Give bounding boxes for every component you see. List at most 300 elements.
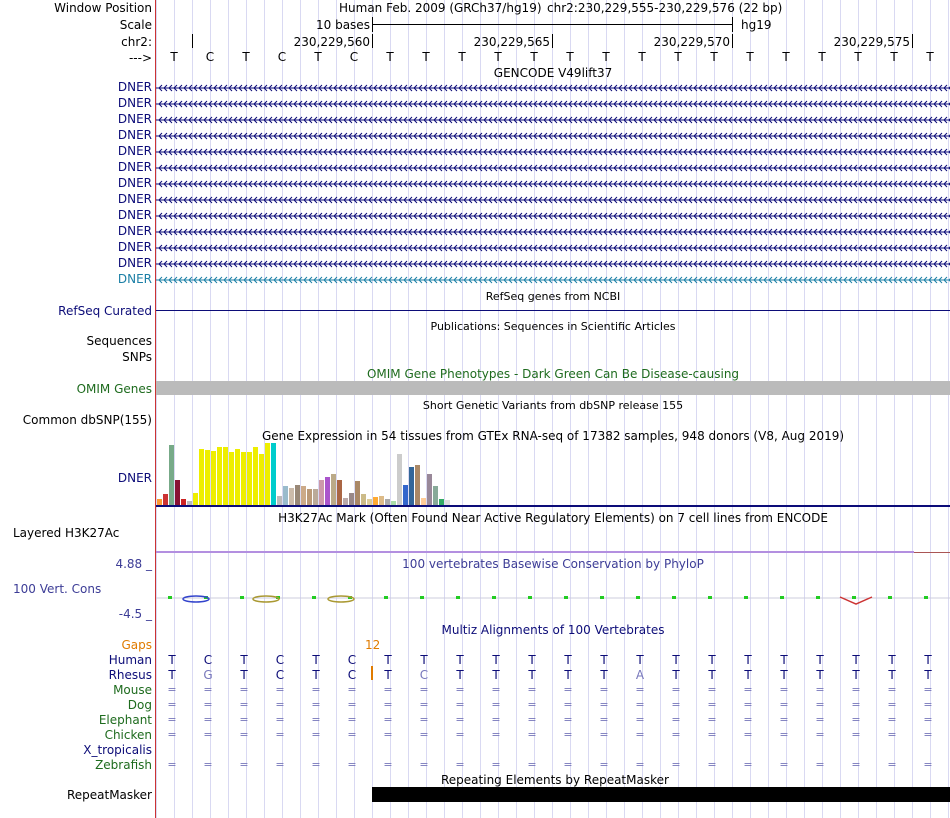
gtex-tissue-bar[interactable] (271, 443, 276, 505)
ruler-tick (912, 34, 913, 48)
sequence-base: T (890, 50, 898, 64)
sequence-base: T (494, 50, 502, 64)
gtex-tissue-bar[interactable] (229, 452, 234, 505)
alignment-base: T (492, 668, 500, 682)
gtex-tissue-bar[interactable] (331, 474, 336, 505)
alignment-base: T (924, 653, 932, 667)
sequence-base: T (782, 50, 790, 64)
alignment-base: C (203, 653, 213, 667)
strand-arrow-label: ---> (128, 51, 152, 65)
ruler-label: 230,229,575 (833, 35, 910, 49)
gtex-tissue-bar[interactable] (175, 480, 180, 505)
species-label: Human (108, 653, 152, 667)
gtex-tissue-bar[interactable] (385, 499, 390, 505)
alignment-base: = (311, 713, 321, 726)
alignment-base: T (384, 653, 392, 667)
alignment-base: = (743, 758, 753, 771)
alignment-base: = (923, 698, 933, 711)
sequence-base: T (602, 50, 610, 64)
alignment-base: = (779, 758, 789, 771)
alignment-base: C (275, 668, 285, 682)
h3k27ac-label[interactable]: Layered H3K27Ac (13, 526, 120, 540)
alignment-base: T (888, 653, 896, 667)
alignment-base: T (456, 668, 464, 682)
alignment-base: = (419, 728, 429, 741)
alignment-base: = (167, 683, 177, 696)
omim-title: OMIM Gene Phenotypes - Dark Green Can Be Disease-causing (366, 367, 740, 381)
alignment-base: = (347, 683, 357, 696)
alignment-base: = (851, 698, 861, 711)
gencode-transcript-label[interactable]: DNER (117, 192, 152, 206)
sequence-base: T (854, 50, 862, 64)
alignment-base: = (491, 683, 501, 696)
refseq-label[interactable]: RefSeq Curated (58, 304, 152, 318)
chr-label: chr2: (121, 35, 152, 49)
gtex-tissue-bar[interactable] (433, 486, 438, 505)
alignment-base: = (347, 758, 357, 771)
gencode-transcript-label[interactable]: DNER (117, 240, 152, 254)
gtex-tissue-bar[interactable] (259, 454, 264, 505)
alignment-base: T (852, 653, 860, 667)
alignment-base: T (168, 668, 176, 682)
alignment-base: = (635, 713, 645, 726)
gtex-tissue-bar[interactable] (301, 486, 306, 505)
gtex-tissue-bar[interactable] (163, 494, 168, 505)
alignment-base: T (852, 668, 860, 682)
alignment-base: = (239, 683, 249, 696)
alignment-base: = (599, 683, 609, 696)
gtex-tissue-bar[interactable] (409, 467, 414, 505)
alignment-base: = (815, 728, 825, 741)
alignment-base: = (167, 713, 177, 726)
assembly-text: Human Feb. 2009 (GRCh37/hg19) (339, 1, 542, 15)
gtex-tissue-bar[interactable] (235, 449, 240, 505)
gtex-tissue-bar[interactable] (349, 493, 354, 505)
phylop-score-mark (780, 596, 784, 599)
alignment-base: T (708, 653, 716, 667)
alignment-base: = (599, 698, 609, 711)
alignment-base: = (635, 758, 645, 771)
alignment-base: = (203, 683, 213, 696)
gencode-transcript-label[interactable]: DNER (117, 176, 152, 190)
phylop-score-mark (744, 596, 748, 599)
alignment-base: = (239, 758, 249, 771)
sequence-base: T (818, 50, 826, 64)
gtex-tissue-bar[interactable] (169, 445, 174, 505)
sequence-base: T (458, 50, 466, 64)
gtex-tissue-bar[interactable] (295, 485, 300, 505)
sequence-base: T (638, 50, 646, 64)
alignment-base: = (527, 683, 537, 696)
alignment-base: = (383, 683, 393, 696)
alignment-base: T (780, 668, 788, 682)
gtex-tissue-bar[interactable] (289, 488, 294, 505)
gencode-transcript-label[interactable]: DNER (117, 96, 152, 110)
gtex-label[interactable]: DNER (117, 471, 152, 485)
gtex-tissue-bar[interactable] (391, 501, 396, 505)
alignment-base: T (708, 668, 716, 682)
alignment-base: = (851, 758, 861, 771)
alignment-base: = (815, 713, 825, 726)
alignment-base: = (887, 698, 897, 711)
alignment-base: = (815, 758, 825, 771)
ruler-tick (552, 34, 553, 48)
multiz-title: Multiz Alignments of 100 Vertebrates (441, 623, 665, 637)
species-label: Dog (127, 698, 152, 712)
alignment-base: = (923, 683, 933, 696)
gtex-tissue-bar[interactable] (343, 498, 348, 505)
alignment-base: T (600, 668, 608, 682)
phylop-score-mark (816, 596, 820, 599)
alignment-base: = (707, 728, 717, 741)
ruler-label: 230,229,570 (653, 35, 730, 49)
alignment-base: = (383, 728, 393, 741)
gtex-tissue-bar[interactable] (253, 447, 258, 505)
alignment-base: = (923, 713, 933, 726)
alignment-base: = (347, 698, 357, 711)
alignment-base: T (744, 668, 752, 682)
alignment-base: = (527, 698, 537, 711)
gtex-tissue-bar[interactable] (277, 496, 282, 505)
gtex-tissue-bar[interactable] (283, 486, 288, 505)
h3k27ac-title: H3K27Ac Mark (Often Found Near Active Regulatory Elements) on 7 cell lines from ENCODE (278, 511, 828, 525)
omim-gene-bar[interactable] (156, 381, 950, 395)
alignment-base: = (671, 683, 681, 696)
phylop-score-mark (312, 596, 316, 599)
gtex-tissue-bar[interactable] (337, 480, 342, 505)
phylop-score-mark (384, 596, 388, 599)
gtex-tissue-bar[interactable] (367, 499, 372, 505)
alignment-base: = (887, 728, 897, 741)
gtex-tissue-bar[interactable] (205, 450, 210, 505)
sequence-base: T (710, 50, 718, 64)
alignment-base: = (743, 683, 753, 696)
alignment-base: = (707, 683, 717, 696)
alignment-base: = (635, 683, 645, 696)
snps-label[interactable]: SNPs (122, 350, 152, 364)
alignment-base: = (239, 728, 249, 741)
alignment-base: T (744, 653, 752, 667)
gtex-tissue-bar[interactable] (403, 485, 408, 505)
alignment-base: T (672, 668, 680, 682)
ruler-tick (192, 34, 193, 48)
alignment-base: = (167, 698, 177, 711)
species-label: Zebrafish (95, 758, 152, 772)
alignment-base: = (419, 758, 429, 771)
position-text: chr2:230,229,555-230,229,576 (22 bp) (547, 1, 783, 15)
alignment-base: = (311, 728, 321, 741)
omim-label[interactable]: OMIM Genes (76, 382, 152, 396)
alignment-base: = (851, 713, 861, 726)
alignment-base: = (599, 713, 609, 726)
gtex-tissue-bar[interactable] (379, 496, 384, 505)
alignment-base: = (275, 683, 285, 696)
alignment-base: = (203, 698, 213, 711)
alignment-base: T (528, 653, 536, 667)
alignment-base: = (203, 728, 213, 741)
db-text: hg19 (741, 18, 772, 32)
gtex-tissue-bar[interactable] (157, 499, 162, 505)
alignment-base: = (815, 698, 825, 711)
alignment-base: = (743, 728, 753, 741)
h3k27ac-signal[interactable] (156, 551, 914, 553)
alignment-base: = (563, 683, 573, 696)
alignment-base: = (419, 713, 429, 726)
alignment-base: = (167, 758, 177, 771)
alignment-base: = (923, 758, 933, 771)
alignment-base: = (527, 758, 537, 771)
alignment-base: = (419, 698, 429, 711)
sequence-base: T (314, 50, 322, 64)
gtex-tissue-bar[interactable] (439, 499, 444, 505)
alignment-base: = (887, 683, 897, 696)
ruler-label: 230,229,560 (293, 35, 370, 49)
gtex-tissue-bar[interactable] (361, 494, 366, 505)
gtex-tissue-bar[interactable] (445, 500, 450, 505)
gencode-transcript-label[interactable]: DNER (117, 256, 152, 270)
sequence-base: T (530, 50, 538, 64)
alignment-base: T (780, 653, 788, 667)
repeatmasker-title: Repeating Elements by RepeatMasker (441, 773, 669, 787)
sequence-base: T (386, 50, 394, 64)
phylop-label[interactable]: 100 Vert. Cons (13, 582, 102, 596)
gap-count: 12 (365, 638, 381, 652)
repeatmasker-element[interactable] (372, 787, 950, 802)
sequence-base: C (349, 50, 359, 64)
gtex-title: Gene Expression in 54 tissues from GTEx RNA-seq of 17382 samples, 948 donors (V8, Aug 2019) (261, 429, 845, 443)
species-label: X_tropicalis (83, 743, 152, 757)
gtex-tissue-bar[interactable] (223, 447, 228, 505)
alignment-base: = (239, 713, 249, 726)
alignment-base: = (707, 713, 717, 726)
alignment-base: = (563, 728, 573, 741)
alignment-base: = (383, 698, 393, 711)
alignment-base: = (491, 713, 501, 726)
alignment-base: = (635, 698, 645, 711)
phylop-score-mark (708, 596, 712, 599)
alignment-base: = (203, 758, 213, 771)
phylop-max-label: 4.88 _ (115, 557, 152, 571)
alignment-base: = (455, 758, 465, 771)
scale-bar (372, 24, 733, 25)
alignment-base: T (564, 668, 572, 682)
ruler-tick (372, 34, 373, 48)
species-label: Chicken (104, 728, 152, 742)
alignment-base: = (671, 713, 681, 726)
alignment-base: = (779, 713, 789, 726)
alignment-base: = (779, 728, 789, 741)
species-label: Mouse (113, 683, 152, 697)
phylop-score-mark (420, 596, 424, 599)
sequence-base: T (422, 50, 430, 64)
gencode-transcript-label[interactable]: DNER (117, 112, 152, 126)
alignment-base: = (563, 713, 573, 726)
scale-bar-right-tick (732, 17, 733, 32)
gtex-tissue-bar[interactable] (211, 451, 216, 505)
gtex-tissue-bar[interactable] (217, 447, 222, 505)
alignment-base: T (672, 653, 680, 667)
alignment-base: = (455, 683, 465, 696)
gencode-transcript-label[interactable]: DNER (117, 208, 152, 222)
alignment-base: T (240, 668, 248, 682)
gtex-tissue-bar[interactable] (193, 493, 198, 505)
alignment-base: = (527, 713, 537, 726)
phylop-score-mark (636, 596, 640, 599)
sequence-base: T (746, 50, 754, 64)
alignment-base: = (383, 713, 393, 726)
gencode-transcript-label[interactable]: DNER (117, 272, 152, 286)
gtex-tissue-bar[interactable] (325, 477, 330, 505)
sequence-base: C (205, 50, 215, 64)
dbsnp-title: Short Genetic Variants from dbSNP release 155 (422, 399, 684, 412)
alignment-base: = (707, 698, 717, 711)
gtex-tissue-bar[interactable] (181, 499, 186, 505)
refseq-title: RefSeq genes from NCBI (485, 290, 621, 303)
alignment-base: = (671, 698, 681, 711)
alignment-base: = (635, 728, 645, 741)
alignment-base: = (383, 758, 393, 771)
gencode-title: GENCODE V49lift37 (493, 66, 613, 80)
alignment-base: = (491, 758, 501, 771)
gtex-tissue-bar[interactable] (199, 449, 204, 505)
gencode-transcript-label[interactable]: DNER (117, 128, 152, 142)
alignment-base: = (491, 728, 501, 741)
alignment-base: T (636, 653, 644, 667)
alignment-base: = (743, 713, 753, 726)
sequence-base: T (170, 50, 178, 64)
alignment-base: = (779, 698, 789, 711)
alignment-base: T (456, 653, 464, 667)
gtex-tissue-bar[interactable] (319, 480, 324, 505)
phylop-score-mark (564, 596, 568, 599)
alignment-base: = (923, 728, 933, 741)
alignment-base: = (347, 713, 357, 726)
alignment-base: = (347, 728, 357, 741)
alignment-base: = (887, 758, 897, 771)
alignment-base: = (671, 758, 681, 771)
alignment-base: T (888, 668, 896, 682)
gtex-bar-chart[interactable] (156, 443, 950, 509)
ruler-tick (732, 34, 733, 48)
phylop-track[interactable] (156, 586, 950, 610)
alignment-base: = (815, 683, 825, 696)
scale-bar-left-tick (372, 17, 373, 32)
alignment-base: = (311, 698, 321, 711)
sequence-base: T (242, 50, 250, 64)
repeatmasker-label[interactable]: RepeatMasker (66, 788, 152, 802)
alignment-base: = (707, 758, 717, 771)
alignment-base: = (779, 683, 789, 696)
alignment-base: = (563, 698, 573, 711)
sequence-base: T (566, 50, 574, 64)
scale-text: 10 bases (316, 18, 370, 32)
alignment-base: = (239, 698, 249, 711)
phylop-score-mark (528, 596, 532, 599)
alignment-base: = (599, 728, 609, 741)
alignment-base: T (420, 653, 428, 667)
sequence-base: T (674, 50, 682, 64)
phylop-score-mark (852, 596, 856, 599)
ruler-label: 230,229,565 (473, 35, 550, 49)
h3k27ac-signal-tail (914, 552, 950, 553)
alignment-base: T (240, 653, 248, 667)
alignment-base: T (564, 653, 572, 667)
phylop-score-mark (888, 596, 892, 599)
alignment-base: A (635, 668, 645, 682)
gencode-tracks[interactable] (156, 80, 950, 290)
alignment-base: T (816, 653, 824, 667)
alignment-base: C (347, 668, 357, 682)
alignment-base: = (275, 758, 285, 771)
alignment-base: = (851, 728, 861, 741)
species-label: Elephant (98, 713, 152, 727)
alignment-base: = (275, 728, 285, 741)
window-position-label: Window Position (54, 1, 152, 15)
gap-marker (371, 666, 373, 680)
gtex-tissue-bar[interactable] (307, 489, 312, 505)
alignment-base: C (419, 668, 429, 682)
alignment-base: = (455, 728, 465, 741)
alignment-base: = (671, 728, 681, 741)
gtex-tissue-bar[interactable] (313, 489, 318, 505)
publications-label[interactable]: Sequences (86, 334, 152, 348)
gtex-tissue-bar[interactable] (373, 497, 378, 505)
publications-title: Publications: Sequences in Scientific Articles (430, 320, 676, 333)
gtex-tissue-bar[interactable] (415, 465, 420, 505)
alignment-base: = (203, 713, 213, 726)
alignment-base: T (924, 668, 932, 682)
alignment-base: T (312, 668, 320, 682)
gencode-transcript-label[interactable]: DNER (117, 144, 152, 158)
alignment-base: = (851, 683, 861, 696)
phylop-title: 100 vertebrates Basewise Conservation by PhyloP (402, 557, 704, 571)
gencode-transcript-label[interactable]: DNER (117, 160, 152, 174)
gtex-tissue-bar[interactable] (355, 481, 360, 505)
gtex-tissue-bar[interactable] (187, 501, 192, 505)
alignment-base: = (455, 698, 465, 711)
gtex-tissue-bar[interactable] (241, 452, 246, 505)
gtex-tissue-bar[interactable] (427, 474, 432, 505)
alignment-base: T (816, 668, 824, 682)
gtex-tissue-bar[interactable] (397, 454, 402, 505)
alignment-base: T (168, 653, 176, 667)
phylop-score-mark (492, 596, 496, 599)
phylop-score-mark (456, 596, 460, 599)
alignment-base: C (275, 653, 285, 667)
phylop-min-label: -4.5 _ (118, 607, 152, 621)
gtex-tissue-bar[interactable] (421, 498, 426, 505)
alignment-base: C (347, 653, 357, 667)
alignment-base: = (527, 728, 537, 741)
gencode-transcript-label[interactable]: DNER (117, 224, 152, 238)
alignment-base: = (311, 683, 321, 696)
gencode-transcript-label[interactable]: DNER (117, 80, 152, 94)
phylop-score-mark (600, 596, 604, 599)
gtex-tissue-bar[interactable] (265, 443, 270, 505)
refseq-gene-line[interactable] (156, 310, 950, 311)
alignment-base: = (563, 758, 573, 771)
scale-label: Scale (119, 18, 152, 32)
gtex-tissue-bar[interactable] (247, 452, 252, 505)
alignment-base: = (167, 728, 177, 741)
phylop-score-mark (924, 596, 928, 599)
alignment-base: T (528, 668, 536, 682)
alignment-base: = (743, 698, 753, 711)
dbsnp-label[interactable]: Common dbSNP(155) (22, 413, 152, 427)
alignment-base: T (384, 668, 392, 682)
alignment-base: G (203, 668, 213, 682)
alignment-base: T (312, 653, 320, 667)
